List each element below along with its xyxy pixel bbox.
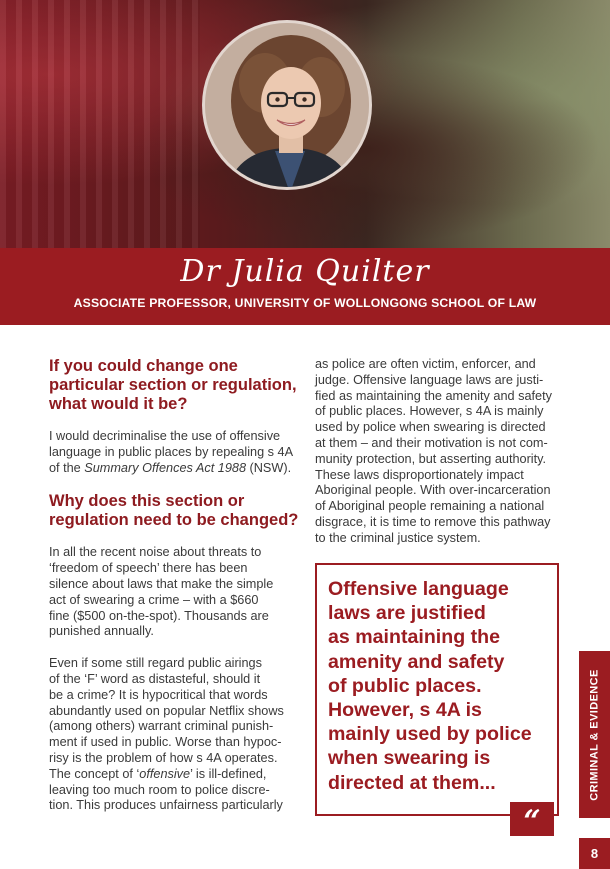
pull-quote-line: However, s 4A is [328, 699, 482, 722]
body-line: Aboriginal people. With over-incarceration [315, 483, 551, 498]
body-line: ment if used in public. Worse than hypoc- [49, 735, 282, 750]
body-line: tion. This produces unfairness particularly [49, 798, 283, 813]
body-line: at them – and their motivation is not com- [315, 435, 548, 450]
heading-line: regulation need to be changed? [49, 511, 299, 530]
body-line: These laws disproportionately impact [315, 467, 524, 482]
pull-quote-line: Offensive language [328, 578, 509, 600]
section-tab-label-wrap [579, 651, 610, 818]
heading-line: what would it be? [49, 395, 188, 413]
question-heading-1 [49, 357, 297, 414]
pull-quote-text [328, 577, 553, 795]
pull-quote-line: laws are justified [328, 602, 486, 625]
heading-line: If you could change one [49, 357, 238, 375]
pull-quote-line: amenity and safety [328, 650, 505, 673]
paragraph-spacer [49, 640, 292, 656]
body-line: of Aboriginal people remaining a national [315, 499, 545, 514]
background-blur-stripes [0, 0, 200, 248]
portrait-photo [202, 20, 372, 190]
body-line: used by police when swearing is directed [315, 420, 546, 435]
text-run: The concept of ‘ [49, 766, 140, 781]
body-line: as police are often victim, enforcer, and [315, 357, 536, 371]
left-column [49, 357, 299, 814]
text-run: ’ is ill-defined, [190, 766, 267, 781]
body-line: In all the recent noise about threats to [49, 545, 262, 560]
page-number: 8 [579, 838, 610, 869]
section-tab-label: CRIMINAL & EVIDENCE [588, 668, 601, 801]
body-line [49, 461, 292, 477]
body-line [49, 767, 292, 783]
body-line: abundantly used on popular Netflix shows [49, 703, 284, 718]
pull-quote-box [315, 563, 559, 816]
heading-line: particular section or regulation, [49, 376, 297, 394]
body-line: (among others) warrant criminal punish- [49, 719, 274, 734]
body-line: I would decriminalise the use of offensive [49, 429, 281, 443]
answer-paragraph-1 [49, 429, 292, 476]
text-run: (NSW). [246, 460, 292, 475]
body-line: silence about laws that make the simple [49, 576, 274, 591]
pull-quote-line: mainly used by police [328, 723, 532, 746]
body-line: language in public places by repealing s 4A [49, 444, 294, 459]
hero-photo-background [0, 0, 610, 248]
person-title: ASSOCIATE PROFESSOR, UNIVERSITY OF WOLLONGONG SCHOOL OF LAW [73, 296, 537, 310]
text-run: of the [49, 460, 85, 475]
pull-quote-line: of public places. [328, 674, 482, 697]
body-line: Even if some still regard public airings [49, 656, 262, 671]
body-line: judge. Offensive language laws are justi- [315, 372, 544, 387]
body-line: punished annually. [49, 624, 154, 639]
body-line: munity protection, but asserting authority. [315, 451, 547, 466]
body-line: risy is the problem of how s 4A operates. [49, 750, 278, 765]
body-line: ‘freedom of speech’ there has been [49, 561, 248, 576]
body-line: of public places. However, s 4A is mainly [315, 404, 544, 419]
body-line: disgrace, it is time to remove this pathway [315, 514, 551, 529]
body-line: of the ‘F’ word as distasteful, should it [49, 671, 261, 686]
pull-quote-line: when swearing is [328, 747, 491, 770]
body-line: fied as maintaining the amenity and safety [315, 388, 552, 403]
question-heading-2 [49, 492, 299, 530]
answer-paragraph-3 [49, 656, 292, 814]
body-line: be a crime? It is hypocritical that words [49, 687, 268, 702]
act-title: Summary Offences Act 1988 [84, 460, 246, 475]
heading-line: Why does this section or [49, 492, 245, 511]
emphasis-word: offensive [139, 766, 191, 781]
quote-mark-icon: “ [510, 802, 554, 836]
portrait-illustration [205, 23, 372, 190]
body-line: to the criminal justice system. [315, 530, 481, 545]
person-name: Dr Julia Quilter [180, 254, 430, 289]
pull-quote-line: as maintaining the [328, 626, 501, 649]
body-line: act of swearing a crime – with a $660 [49, 592, 259, 607]
body-line: leaving too much room to police discre- [49, 782, 270, 797]
body-line: fine ($500 on-the-spot). Thousands are [49, 608, 269, 623]
pull-quote-line: directed at them... [328, 771, 496, 794]
right-column [315, 357, 555, 547]
answer-paragraph-2 [49, 545, 292, 640]
